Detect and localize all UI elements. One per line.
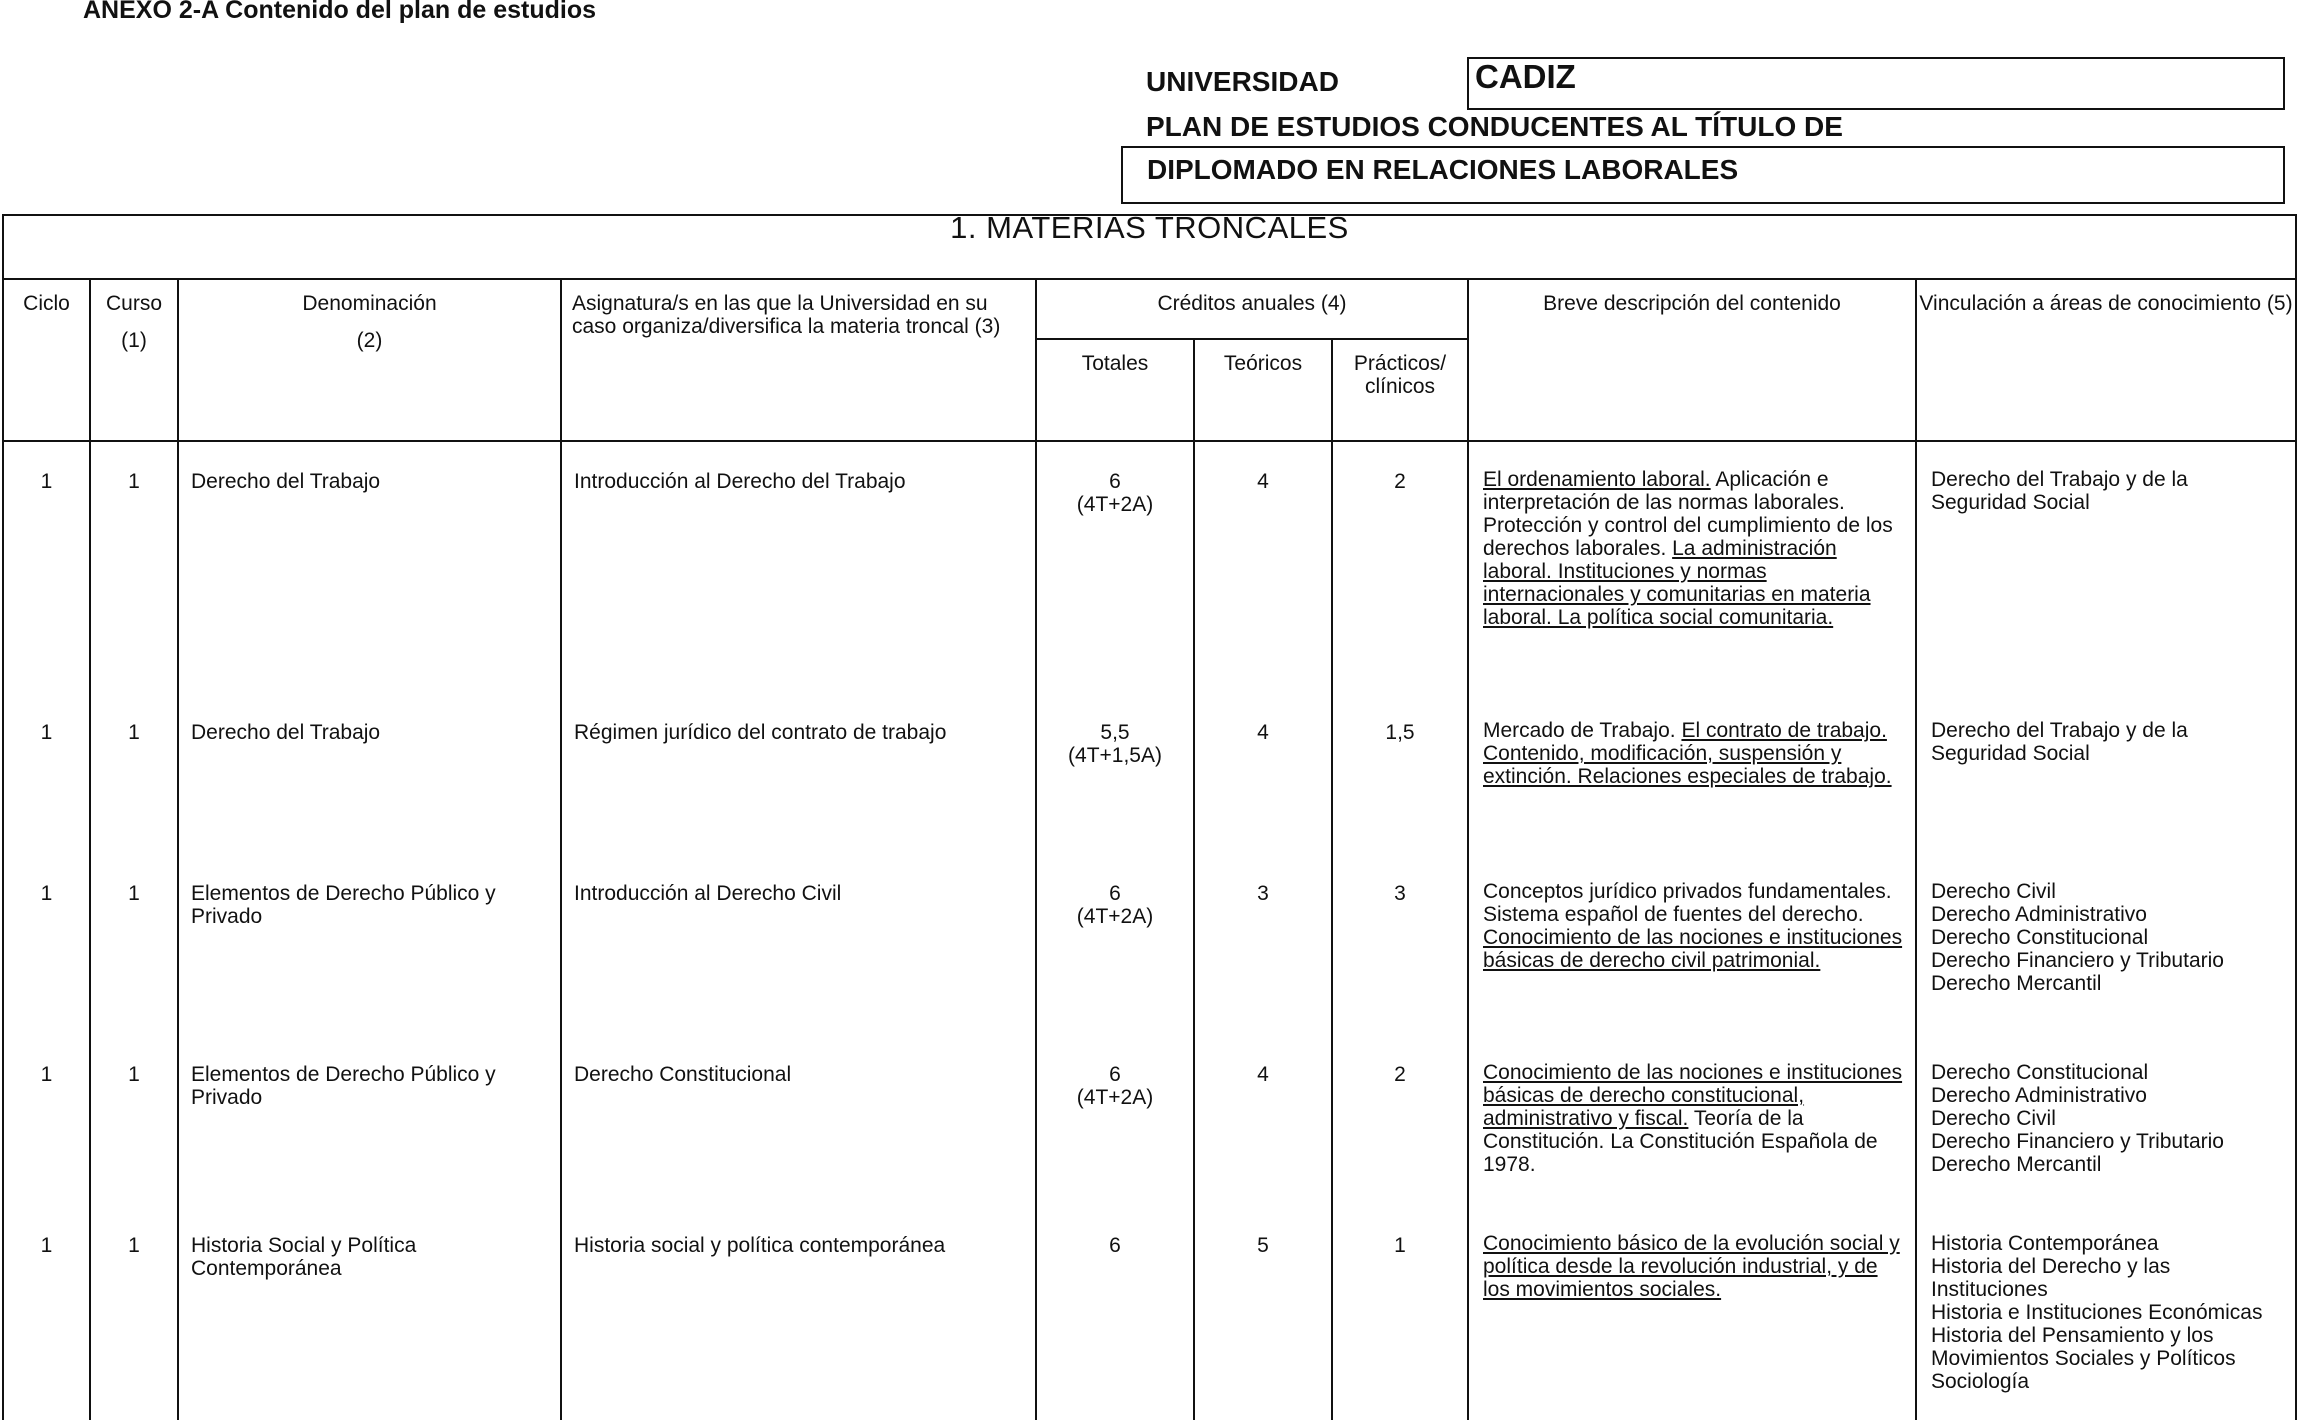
area-item: Derecho Administrativo (1931, 903, 2147, 926)
cell-descripcion (1468, 1035, 1916, 1206)
cell-curso: 1 (90, 693, 178, 854)
header-ciclo: Ciclo (3, 279, 90, 441)
totales-detail: (4T+2A) (1076, 1086, 1154, 1109)
header-teoricos: Teóricos (1194, 339, 1332, 441)
table-body (3, 441, 2296, 1420)
area-item: Derecho Constitucional (1931, 1061, 2149, 1084)
totales-value: 6 (1109, 1234, 1121, 1257)
area-item: Derecho del Trabajo y de la Seguridad Social (1931, 468, 2188, 514)
description-segment: Mercado de Trabajo. (1483, 719, 1682, 742)
cell-vinculacion (1916, 854, 2296, 1035)
cell-denominacion: Derecho del Trabajo (178, 693, 561, 854)
description-segment: Aplicación e interpretación de las normas laborales. Protección y control del cumplimiento de los derechos laborales. (1483, 468, 1893, 560)
header-descripcion: Breve descripción del contenido (1468, 279, 1916, 441)
cell-practicos: 1,5 (1332, 693, 1468, 854)
cell-vinculacion (1916, 1206, 2296, 1420)
cell-totales (1036, 1035, 1194, 1206)
area-item: Derecho del Trabajo y de la Seguridad Social (1931, 719, 2188, 765)
header-denominacion: Denominación (2) (178, 279, 561, 441)
area-item: Derecho Administrativo (1931, 1084, 2147, 1107)
table-row (3, 1206, 2296, 1420)
header-vinculacion: Vinculación a áreas de conocimiento (5) (1916, 279, 2296, 441)
totales-value: 6 (1109, 470, 1121, 493)
cell-ciclo: 1 (3, 693, 90, 854)
header-totales: Totales (1036, 339, 1194, 441)
cell-descripcion (1468, 854, 1916, 1035)
cell-teoricos: 4 (1194, 441, 1332, 693)
area-item: Derecho Mercantil (1931, 1153, 2102, 1176)
area-item: Sociología (1931, 1370, 2030, 1393)
cell-totales (1036, 854, 1194, 1035)
cell-curso: 1 (90, 441, 178, 693)
cell-teoricos: 3 (1194, 854, 1332, 1035)
cell-vinculacion (1916, 693, 2296, 854)
description-segment: Conocimiento de las nociones e instituciones básicas de derecho civil patrimonial. (1483, 926, 1903, 972)
area-item: Historia Contemporánea (1931, 1232, 2159, 1255)
header-practicos: Prácticos/ clínicos (1332, 339, 1468, 441)
annex-title: ANEXO 2-A Contenido del plan de estudios (83, 0, 597, 24)
description-segment: El ordenamiento laboral. (1483, 468, 1711, 491)
cell-asignatura: Régimen jurídico del contrato de trabajo (561, 693, 1036, 854)
description-segment: Conocimiento básico de la evolución social y política desde la revolución industrial, y de los movimientos sociales. (1483, 1232, 1900, 1301)
cell-curso: 1 (90, 1206, 178, 1420)
table-row (3, 854, 2296, 1035)
totales-value: 6 (1109, 1063, 1121, 1086)
cell-ciclo: 1 (3, 854, 90, 1035)
cell-ciclo: 1 (3, 441, 90, 693)
totales-value: 5,5 (1100, 721, 1130, 744)
totales-detail: (4T+2A) (1076, 493, 1154, 516)
header-curso: Curso (1) (90, 279, 178, 441)
cell-teoricos: 5 (1194, 1206, 1332, 1420)
area-item: Historia del Pensamiento y los Movimientos Sociales y Políticos (1931, 1324, 2236, 1370)
cell-practicos: 1 (1332, 1206, 1468, 1420)
area-item: Derecho Financiero y Tributario (1931, 949, 2224, 972)
totales-value: 6 (1109, 882, 1121, 905)
cell-denominacion: Historia Social y Política Contemporánea (178, 1206, 561, 1420)
description-segment: Conceptos jurídico privados fundamentales. Sistema español de fuentes del derecho. (1483, 880, 1892, 926)
cell-descripcion (1468, 1206, 1916, 1420)
degree-field: DIPLOMADO EN RELACIONES LABORALES (1121, 146, 2285, 204)
cell-asignatura: Historia social y política contemporánea (561, 1206, 1036, 1420)
table-row (3, 693, 2296, 854)
cell-descripcion (1468, 693, 1916, 854)
description-segment: Teoría de la Constitución. La Constitución Española de 1978. (1483, 1107, 1878, 1176)
cell-asignatura: Introducción al Derecho del Trabajo (561, 441, 1036, 693)
cell-totales (1036, 441, 1194, 693)
header-asignatura: Asignatura/s en las que la Universidad en su caso organiza/diversifica la materia troncal (3) (561, 279, 1036, 441)
totales-detail: (4T+1,5A) (1068, 744, 1162, 767)
table-row (3, 1035, 2296, 1206)
area-item: Historia e Instituciones Económicas (1931, 1301, 2263, 1324)
troncales-table (2, 210, 2297, 1420)
cell-teoricos: 4 (1194, 693, 1332, 854)
area-item: Derecho Financiero y Tributario (1931, 1130, 2224, 1153)
cell-ciclo: 1 (3, 1035, 90, 1206)
cell-denominacion: Elementos de Derecho Público y Privado (178, 1035, 561, 1206)
area-item: Derecho Mercantil (1931, 972, 2102, 995)
cell-totales (1036, 1206, 1194, 1420)
cell-curso: 1 (90, 1035, 178, 1206)
table-row (3, 441, 2296, 693)
cell-curso: 1 (90, 854, 178, 1035)
cell-descripcion (1468, 441, 1916, 693)
cell-denominacion: Derecho del Trabajo (178, 441, 561, 693)
cell-totales (1036, 693, 1194, 854)
description-segment: Conocimiento de las nociones e instituciones básicas de derecho constitucional, administrativo y fiscal. (1483, 1061, 1903, 1130)
area-item: Derecho Civil (1931, 1107, 2056, 1130)
cell-ciclo: 1 (3, 1206, 90, 1420)
cell-vinculacion (1916, 441, 2296, 693)
cell-practicos: 2 (1332, 441, 1468, 693)
header-creditos: Créditos anuales (4) (1036, 279, 1468, 339)
totales-detail: (4T+2A) (1076, 905, 1154, 928)
area-item: Derecho Civil (1931, 880, 2056, 903)
section-title: 1. MATERIAS TRONCALES (3, 215, 2296, 279)
university-field: CADIZ (1467, 57, 2285, 110)
cell-practicos: 2 (1332, 1035, 1468, 1206)
cell-denominacion: Elementos de Derecho Público y Privado (178, 854, 561, 1035)
cell-teoricos: 4 (1194, 1035, 1332, 1206)
university-label: UNIVERSIDAD (1146, 66, 1339, 97)
cell-asignatura: Derecho Constitucional (561, 1035, 1036, 1206)
area-item: Derecho Constitucional (1931, 926, 2149, 949)
area-item: Historia del Derecho y las Instituciones (1931, 1255, 2171, 1301)
description-segment: El contrato de trabajo. Contenido, modificación, suspensión y extinción. Relaciones especiales de trabajo. (1483, 719, 1892, 788)
plan-label: PLAN DE ESTUDIOS CONDUCENTES AL TÍTULO DE (1146, 111, 1843, 142)
cell-practicos: 3 (1332, 854, 1468, 1035)
cell-asignatura: Introducción al Derecho Civil (561, 854, 1036, 1035)
cell-vinculacion (1916, 1035, 2296, 1206)
description-segment: La administración laboral. Instituciones y normas internacionales y comunitarias en materia laboral. La política social comunitaria. (1483, 537, 1871, 629)
